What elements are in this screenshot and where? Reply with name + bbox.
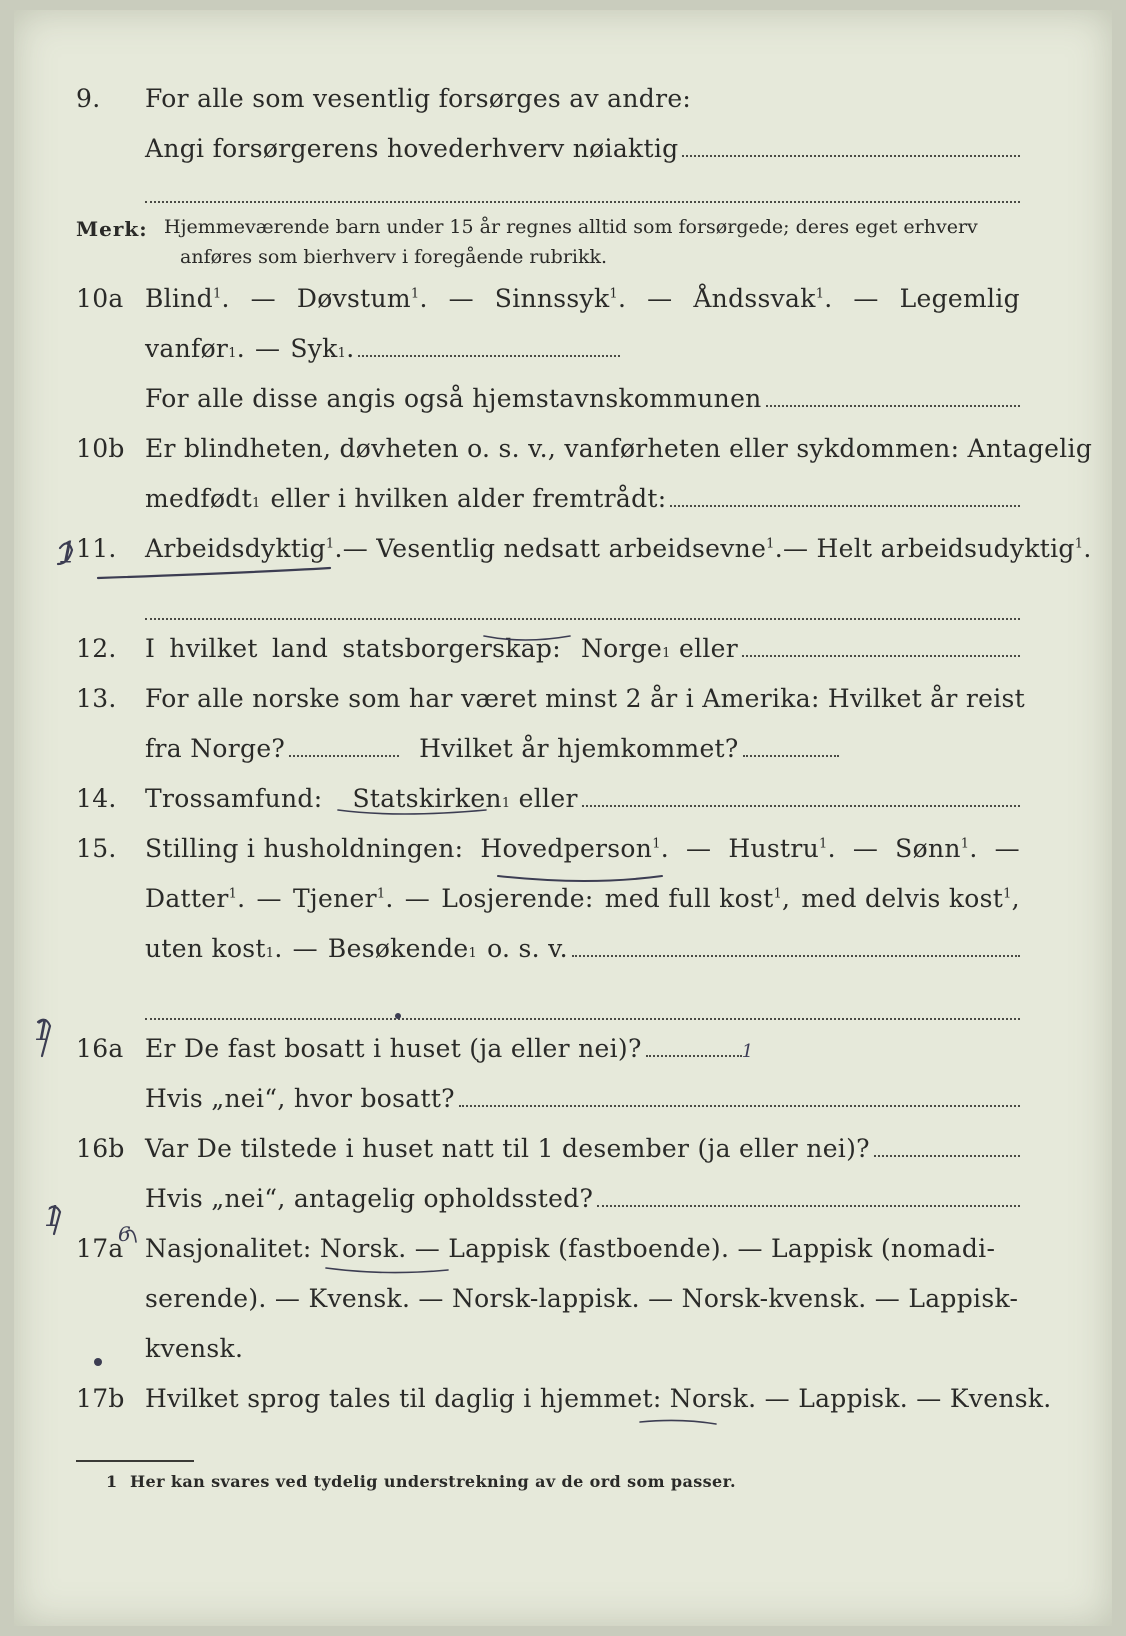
question-17a-line2 — [14, 1284, 1112, 1324]
question-text: Hvilket år hjemkommet? — [419, 734, 739, 763]
answer-line-year-left[interactable] — [289, 735, 399, 757]
option-hustru[interactable]: Hustru — [728, 834, 819, 863]
question-number: 16b — [76, 1134, 125, 1163]
question-text: For alle som vesentlig forsørges av andre: — [145, 84, 692, 113]
question-text: Trossamfund: — [145, 784, 323, 813]
answer-line[interactable] — [145, 618, 1020, 620]
question-number: 11. — [76, 534, 117, 563]
question-number: 15. — [76, 834, 117, 863]
option-medfodt[interactable]: medfødt — [145, 484, 252, 513]
question-13 — [14, 684, 1112, 724]
option-sinnssyk[interactable]: Sinnssyk — [494, 284, 610, 313]
question-text: fra Norge? — [145, 734, 286, 763]
answer-line[interactable] — [572, 935, 1020, 957]
option-arbeidsdyktig[interactable]: Arbeidsdyktig — [145, 534, 326, 563]
option-hovedperson[interactable]: Hovedperson — [480, 834, 653, 863]
handwritten-mark: 6 — [118, 1222, 131, 1246]
note-text: Hjemmeværende barn under 15 år regnes alltid som forsørgede; deres eget erhverv anføres som bierhverv i foregående rubrikk. — [164, 216, 978, 268]
question-text: kvensk. — [145, 1334, 244, 1363]
question-text: Nasjonalitet: Norsk. — Lappisk (fastboende). — Lappisk (nomadi- — [145, 1234, 996, 1263]
option-statskirken[interactable]: Statskirken — [352, 784, 502, 813]
question-text: For alle norske som har været minst 2 år i Amerika: Hvilket år reist — [145, 684, 1026, 713]
question-number: 14. — [76, 784, 117, 813]
question-16b — [14, 1134, 1112, 1174]
question-10a: 10a Blind$^1$. — Døvstum$^1$. — Sinnssyk$^1$. — Åndssvak$^1$. — Legemlig — [76, 284, 1020, 313]
question-10a-line3 — [14, 384, 1112, 424]
question-text: Var De tilstede i huset natt til 1 desember (ja eller nei)? — [145, 1134, 870, 1163]
footnote-mark: 1 — [106, 1472, 118, 1491]
question-10a-line2: vanfør 1 . — Syk 1 . — [14, 334, 1112, 374]
handwritten-mark: 1 — [58, 536, 78, 571]
option-andssvak[interactable]: Åndssvak — [693, 284, 816, 313]
option-delvis-kost[interactable]: med delvis kost — [801, 884, 1004, 913]
question-text: Er blindheten, døvheten o. s. v., vanførheten eller sykdommen: Antagelig — [145, 434, 1093, 463]
question-12: 12. I hvilket land statsborgerskap: Norge 1 eller — [14, 634, 1112, 674]
question-number: 17b — [76, 1384, 125, 1413]
question-16a-line2 — [14, 1084, 1112, 1124]
answer-line-year-returned[interactable] — [743, 735, 839, 757]
answer-line[interactable] — [597, 1185, 1020, 1207]
question-17a — [14, 1234, 1112, 1274]
option-dovstum[interactable]: Døvstum — [296, 284, 411, 313]
footnote-rule — [76, 1460, 194, 1462]
question-10b — [14, 434, 1112, 474]
answer-line[interactable] — [670, 485, 1020, 507]
option-full-kost[interactable]: med full kost — [604, 884, 774, 913]
question-text: Stilling i husholdningen: — [145, 834, 464, 863]
question-17a-line3 — [14, 1334, 1112, 1374]
handwritten-mark: 1 — [34, 1014, 52, 1047]
option-norge[interactable]: Norge — [580, 634, 663, 663]
question-14: 14. Trossamfund: Statskirken 1 eller — [14, 784, 1112, 824]
question-text: Hvis „nei“, antagelig opholdssted? — [145, 1184, 594, 1213]
census-form-page — [14, 10, 1112, 1626]
option-datter[interactable]: Datter — [145, 884, 229, 913]
answer-line[interactable] — [145, 201, 1020, 203]
question-number: 12. — [76, 634, 117, 663]
option-nedsatt[interactable]: Vesentlig nedsatt arbeidsevne — [376, 534, 767, 563]
handwritten-answer: 1 — [741, 1041, 754, 1062]
question-text: Hvis „nei“, hvor bosatt? — [145, 1084, 455, 1113]
question-17b — [14, 1384, 1112, 1424]
question-9 — [14, 84, 1112, 124]
answer-line[interactable] — [145, 1018, 1020, 1020]
question-text: For alle disse angis også hjemstavnskommunen — [145, 384, 762, 413]
question-number: 9. — [76, 84, 101, 113]
option-vanfor[interactable]: vanfør — [145, 334, 229, 363]
answer-line[interactable] — [582, 785, 1020, 807]
question-text: serende). — Kvensk. — Norsk-lappisk. — Norsk-kvensk. — Lappisk- — [145, 1284, 1019, 1313]
footnote-text: Her kan svares ved tydelig understrekning av de ord som passer. — [130, 1472, 736, 1491]
answer-line[interactable] — [682, 135, 1020, 157]
option-besokende[interactable]: Besøkende — [327, 934, 469, 963]
note-label: Merk: — [76, 217, 148, 241]
question-number: 10a — [76, 284, 124, 313]
question-number: 10b — [76, 434, 125, 463]
question-15: 15. Stilling i husholdningen: Hovedperson$^1$. — Hustru$^1$. — Sønn$^1$. — — [76, 834, 1020, 863]
option-legemlig[interactable]: Legemlig — [899, 284, 1020, 313]
answer-line[interactable] — [742, 635, 1020, 657]
question-11: 11. Arbeidsdyktig$^1$. — Vesentlig nedsatt arbeidsevne$^1$. — Helt arbeidsudyktig$^1$. — [76, 534, 1092, 563]
question-text: eller i hvilken alder fremtrådt: — [270, 484, 667, 513]
question-16a — [14, 1034, 1112, 1074]
option-tjener[interactable]: Tjener — [292, 884, 377, 913]
option-uten-kost[interactable]: uten kost — [145, 934, 266, 963]
question-9-line2 — [14, 134, 1112, 174]
answer-line[interactable] — [646, 1035, 742, 1057]
answer-line[interactable] — [766, 385, 1020, 407]
option-sonn[interactable]: Sønn — [895, 834, 961, 863]
question-10b-line2: medfødt 1 eller i hvilken alder fremtrådt: — [14, 484, 1112, 524]
question-text: Hvilket sprog tales til daglig i hjemmet: Norsk. — Lappisk. — Kvensk. — [145, 1384, 1052, 1413]
answer-line[interactable] — [874, 1135, 1020, 1157]
option-losjerende: Losjerende: — [441, 884, 594, 913]
option-syk[interactable]: Syk — [290, 334, 338, 363]
question-15-line2: Datter$^1$. — Tjener$^1$. — Losjerende: med full kost$^1$, med delvis kost$^1$, — [145, 884, 1020, 913]
option-udyktig[interactable]: Helt arbeidsudyktig — [816, 534, 1075, 563]
question-16b-line2 — [14, 1184, 1112, 1224]
question-number: 16a — [76, 1034, 124, 1063]
question-text: Angi forsørgerens hovederhverv nøiaktig — [145, 134, 679, 163]
question-text: I hvilket land statsborgerskap: — [145, 634, 561, 663]
answer-line[interactable] — [459, 1085, 1020, 1107]
question-15-line3: uten kost 1 . — Besøkende 1 o. s. v. — [14, 934, 1112, 974]
question-13-line2 — [14, 734, 1112, 774]
handwritten-mark: 1 — [44, 1200, 62, 1233]
question-number: 13. — [76, 684, 117, 713]
answer-line[interactable] — [358, 335, 620, 357]
question-number: 17a — [76, 1234, 124, 1263]
question-text: Er De fast bosatt i huset (ja eller nei)? — [145, 1034, 642, 1063]
option-blind[interactable]: Blind — [145, 284, 213, 313]
